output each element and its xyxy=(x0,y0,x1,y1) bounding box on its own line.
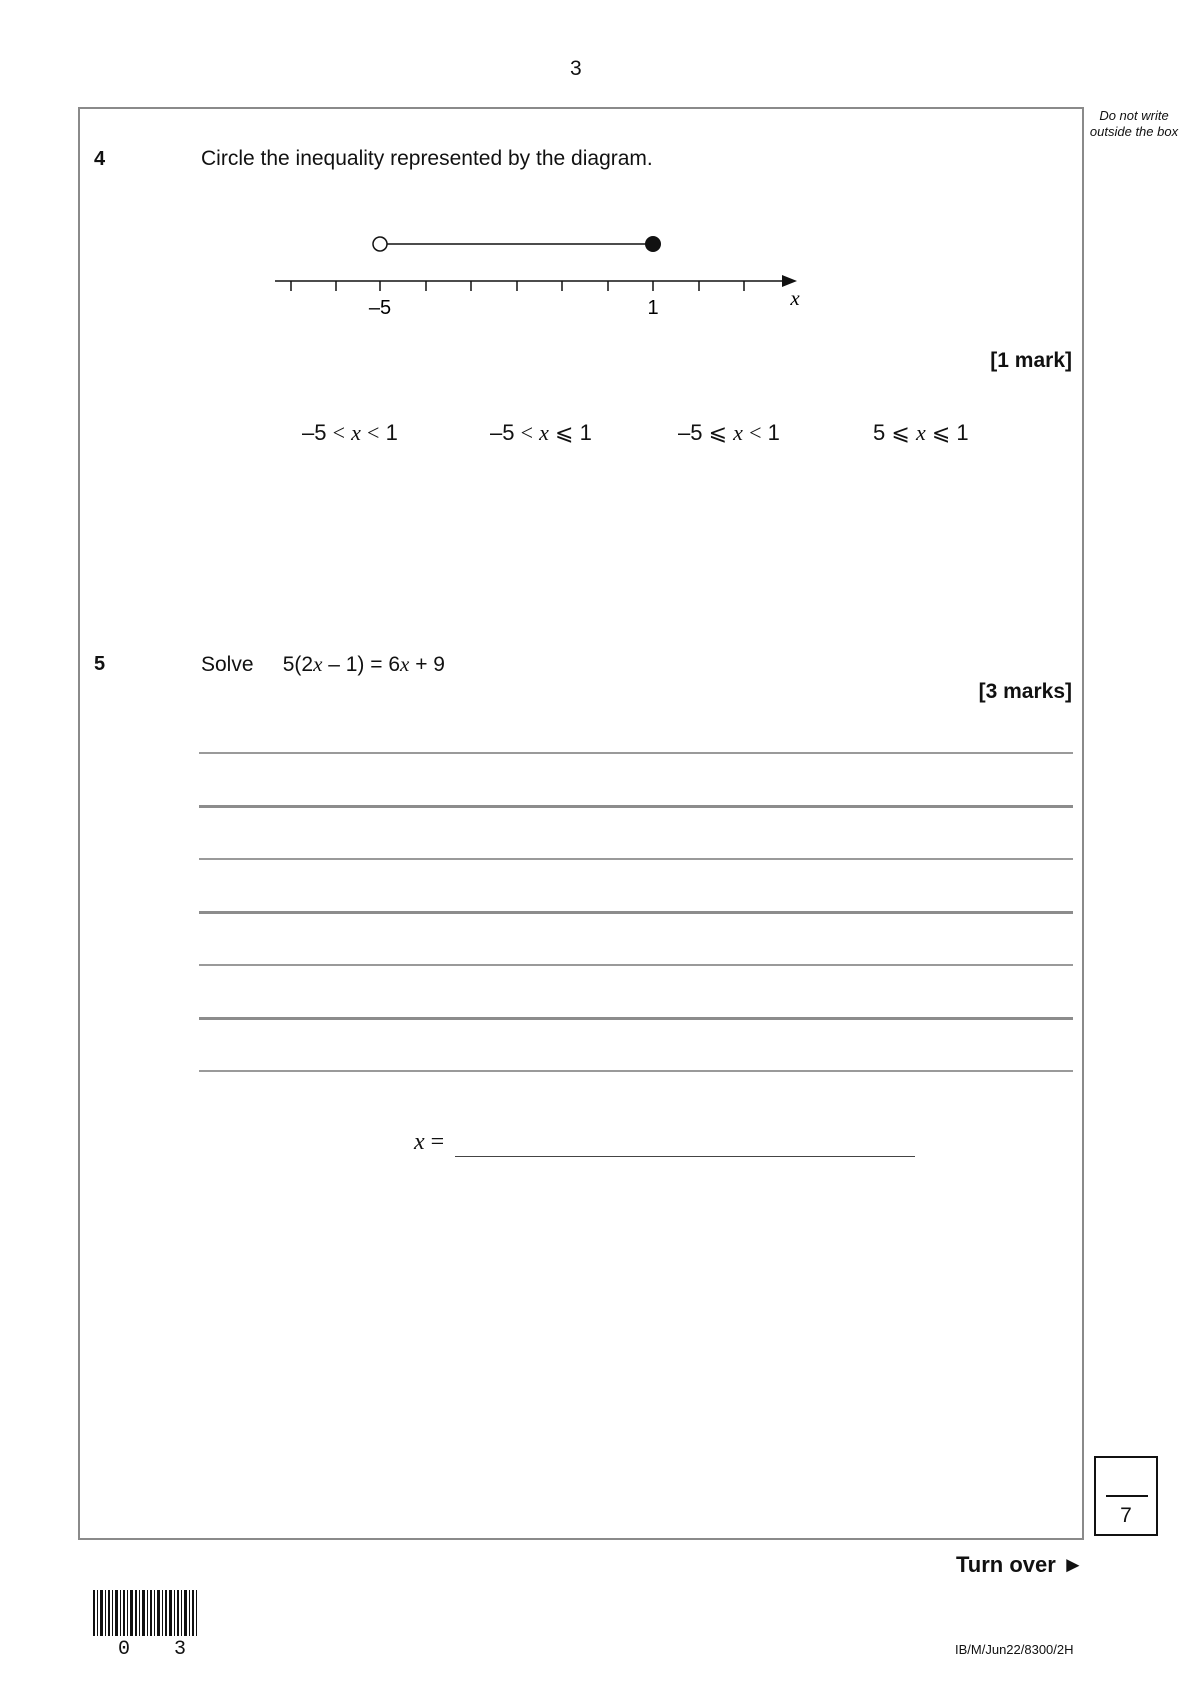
axis-ticks xyxy=(291,281,744,291)
inequality-option-3[interactable]: –5 ⩽ x < 1 xyxy=(678,420,780,445)
working-line[interactable] xyxy=(199,805,1073,808)
answer-prompt: x = xyxy=(414,1129,445,1155)
question-4-text: Circle the inequality represented by the diagram. xyxy=(201,147,653,170)
score-total: 7 xyxy=(1120,1504,1132,1527)
inequality-option-4[interactable]: 5 ⩽ x ⩽ 1 xyxy=(873,420,969,445)
page-number: 3 xyxy=(570,57,582,80)
tick-label-1: 1 xyxy=(647,297,659,319)
open-endpoint-circle xyxy=(373,237,387,251)
question-5-text: Solve 5(2x – 1) = 6x + 9 xyxy=(201,652,445,676)
question-4-marks: [1 mark] xyxy=(990,349,1072,372)
working-line[interactable] xyxy=(199,1070,1073,1072)
closed-endpoint-circle xyxy=(645,236,661,252)
question-5-marks: [3 marks] xyxy=(978,680,1072,703)
score-divider xyxy=(1106,1495,1148,1497)
working-line[interactable] xyxy=(199,858,1073,860)
question-5-number: 5 xyxy=(94,653,106,675)
answer-line[interactable] xyxy=(455,1156,915,1157)
margin-note: Do not write outside the box xyxy=(1089,108,1179,139)
working-line[interactable] xyxy=(199,911,1073,914)
axis-variable-label: x xyxy=(790,286,800,310)
working-line[interactable] xyxy=(199,1017,1073,1020)
inequality-option-2[interactable]: –5 < x ⩽ 1 xyxy=(490,420,592,445)
barcode-digits: 0 3 xyxy=(118,1638,203,1661)
paper-code: IB/M/Jun22/8300/2H xyxy=(955,1642,1074,1657)
question-4-number: 4 xyxy=(94,148,106,170)
score-box xyxy=(1094,1456,1158,1536)
tick-label-minus-5: –5 xyxy=(368,297,392,319)
working-line[interactable] xyxy=(199,752,1073,754)
inequality-option-1[interactable]: –5 < x < 1 xyxy=(302,420,398,445)
working-line[interactable] xyxy=(199,964,1073,966)
turn-over-label: Turn over ► xyxy=(956,1552,1084,1577)
number-line-diagram xyxy=(275,217,800,327)
barcode-image xyxy=(93,1590,201,1640)
question-box xyxy=(78,107,1084,1540)
